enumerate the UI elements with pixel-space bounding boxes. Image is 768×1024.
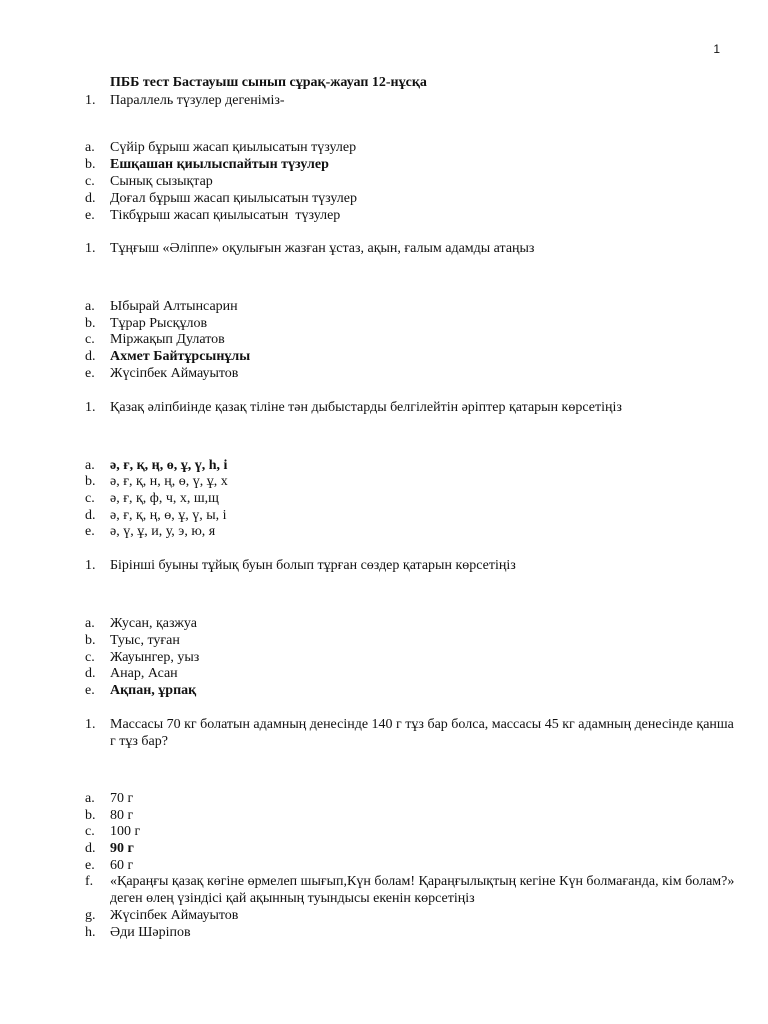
q5-option-c-marker: c. xyxy=(85,824,95,839)
q2-option-d-marker: d. xyxy=(85,349,96,364)
question-1-text: Параллель түзулер дегеніміз- xyxy=(110,93,285,108)
q5-option-b-text: 80 г xyxy=(110,808,134,823)
question-5-number: 1. xyxy=(85,717,96,732)
q3-option-e-marker: e. xyxy=(85,524,95,539)
q2-option-a-text: Ыбырай Алтынсарин xyxy=(110,299,238,314)
page-number: 1 xyxy=(713,42,720,56)
q1-option-c xyxy=(85,173,735,190)
q5-option-h-text: Әди Шәріпов xyxy=(110,925,191,940)
q4-option-c-text: Жауынгер, уыз xyxy=(110,650,200,665)
q3-option-a xyxy=(85,457,735,474)
q5-option-d xyxy=(85,840,735,857)
q3-option-c xyxy=(85,490,735,507)
q4-option-e-marker: e. xyxy=(85,683,95,698)
q5-option-e-text: 60 г xyxy=(110,858,134,873)
q5-option-a-marker: a. xyxy=(85,791,95,806)
q5-option-f-text: «Қараңғы қазақ көгіне өрмелеп шығып,Күн болам! Қараңғылықтың кегіне Күн болмағанда, кім болам?» деген өлең үзіндісі қай ақынның туындысы екенін көрсетіңіз xyxy=(110,874,735,906)
question-5 xyxy=(85,716,735,750)
question-1 xyxy=(85,92,735,109)
q5-option-a xyxy=(85,790,735,807)
q2-option-b-marker: b. xyxy=(85,316,96,331)
q5-option-g xyxy=(85,907,735,924)
q4-option-d xyxy=(85,665,735,682)
q1-option-e xyxy=(85,207,735,224)
q1-option-d-text: Доғал бұрыш жасап қиылысатын түзулер xyxy=(110,191,358,206)
q2-option-c-marker: c. xyxy=(85,332,95,347)
q5-option-g-marker: g. xyxy=(85,908,96,923)
q4-option-c-marker: c. xyxy=(85,650,95,665)
q5-option-c xyxy=(85,823,735,840)
q1-option-b-text: Ешқашан қиылыспайтын түзулер xyxy=(110,157,329,172)
q1-option-a-text: Сүйір бұрыш жасап қиылысатын түзулер xyxy=(110,140,357,155)
q3-option-d-text: ә, ғ, қ, ң, ө, ұ, ү, ы, і xyxy=(110,508,227,523)
q5-option-c-text: 100 г xyxy=(110,824,141,839)
q4-option-a-marker: a. xyxy=(85,616,95,631)
q2-option-d-text: Ахмет Байтұрсынұлы xyxy=(110,349,251,364)
q3-option-b xyxy=(85,473,735,490)
q1-option-a-marker: a. xyxy=(85,140,95,155)
q5-option-d-marker: d. xyxy=(85,841,96,856)
q3-option-e-text: ә, ү, ұ, и, у, э, ю, я xyxy=(110,524,216,539)
q2-option-b xyxy=(85,315,735,332)
question-3-number: 1. xyxy=(85,400,96,415)
q1-option-b xyxy=(85,156,735,173)
q4-option-b-marker: b. xyxy=(85,633,96,648)
q1-option-d xyxy=(85,190,735,207)
q4-option-e xyxy=(85,682,735,699)
q3-option-d-marker: d. xyxy=(85,508,96,523)
q5-option-b-marker: b. xyxy=(85,808,96,823)
q2-option-a-marker: a. xyxy=(85,299,95,314)
q1-option-c-marker: c. xyxy=(85,174,95,189)
q4-option-b xyxy=(85,632,735,649)
q1-option-e-marker: e. xyxy=(85,208,95,223)
q3-option-a-marker: a. xyxy=(85,458,95,473)
q5-option-h-marker: h. xyxy=(85,925,96,940)
q4-option-b-text: Туыс, туған xyxy=(110,633,180,648)
question-2 xyxy=(85,240,735,257)
q5-option-e-marker: e. xyxy=(85,858,95,873)
question-5-text: Массасы 70 кг болатын адамның денесінде 140 г тұз бар болса, массасы 45 кг адамның денесінде қанша г тұз бар? xyxy=(110,717,734,749)
q3-option-c-text: ә, ғ, қ, ф, ч, х, ш,щ xyxy=(110,491,219,506)
q4-option-a-text: Жусан, қазжуа xyxy=(110,616,197,631)
document-title: ПББ тест Бастауыш сынып сұрақ-жауап 12-нұсқа xyxy=(110,75,427,90)
q5-option-d-text: 90 г xyxy=(110,841,134,856)
q1-option-b-marker: b. xyxy=(85,157,96,172)
q2-option-e-marker: e. xyxy=(85,366,95,381)
q5-option-e xyxy=(85,857,735,874)
q4-option-d-text: Анар, Асан xyxy=(110,666,178,681)
q3-option-c-marker: c. xyxy=(85,491,95,506)
q5-option-b xyxy=(85,807,735,824)
q3-option-b-text: ә, ғ, қ, н, ң, ө, ү, ұ, х xyxy=(110,474,228,489)
q2-option-e-text: Жүсіпбек Аймауытов xyxy=(110,366,239,381)
q5-option-a-text: 70 г xyxy=(110,791,134,806)
q3-option-a-text: ә, ғ, қ, ң, ө, ұ, ү, һ, і xyxy=(110,458,228,473)
q5-option-g-text: Жүсіпбек Аймауытов xyxy=(110,908,239,923)
q5-option-f-marker: f. xyxy=(85,874,94,889)
question-4 xyxy=(85,557,735,574)
q3-option-e xyxy=(85,523,735,540)
q2-option-d xyxy=(85,348,735,365)
q2-option-b-text: Тұрар Рысқұлов xyxy=(110,316,208,331)
q1-option-a xyxy=(85,139,735,156)
question-4-text: Бірінші буыны тұйық буын болып тұрған сөздер қатарын көрсетіңіз xyxy=(110,558,516,573)
q2-option-c-text: Міржақып Дулатов xyxy=(110,332,225,347)
question-3 xyxy=(85,399,735,416)
q2-option-e xyxy=(85,365,735,382)
q5-option-f xyxy=(85,873,735,907)
q2-option-a xyxy=(85,298,735,315)
question-4-number: 1. xyxy=(85,558,96,573)
question-2-number: 1. xyxy=(85,241,96,256)
q1-option-c-text: Сынық сызықтар xyxy=(110,174,213,189)
question-3-text: Қазақ әліпбиінде қазақ тіліне тән дыбыстарды белгілейтін әріптер қатарын көрсетіңіз xyxy=(110,400,622,415)
q4-option-a xyxy=(85,615,735,632)
q4-option-c xyxy=(85,649,735,666)
q3-option-d xyxy=(85,507,735,524)
q4-option-d-marker: d. xyxy=(85,666,96,681)
q3-option-b-marker: b. xyxy=(85,474,96,489)
q2-option-c xyxy=(85,331,735,348)
question-1-number: 1. xyxy=(85,93,96,108)
q4-option-e-text: Ақпан, ұрпақ xyxy=(110,683,197,698)
question-2-text: Тұңғыш «Әліппе» оқулығын жазған ұстаз, ақын, ғалым адамды атаңыз xyxy=(110,241,535,256)
q5-option-h xyxy=(85,924,735,941)
q1-option-e-text: Тікбұрыш жасап қиылысатын түзулер xyxy=(110,208,341,223)
q1-option-d-marker: d. xyxy=(85,191,96,206)
